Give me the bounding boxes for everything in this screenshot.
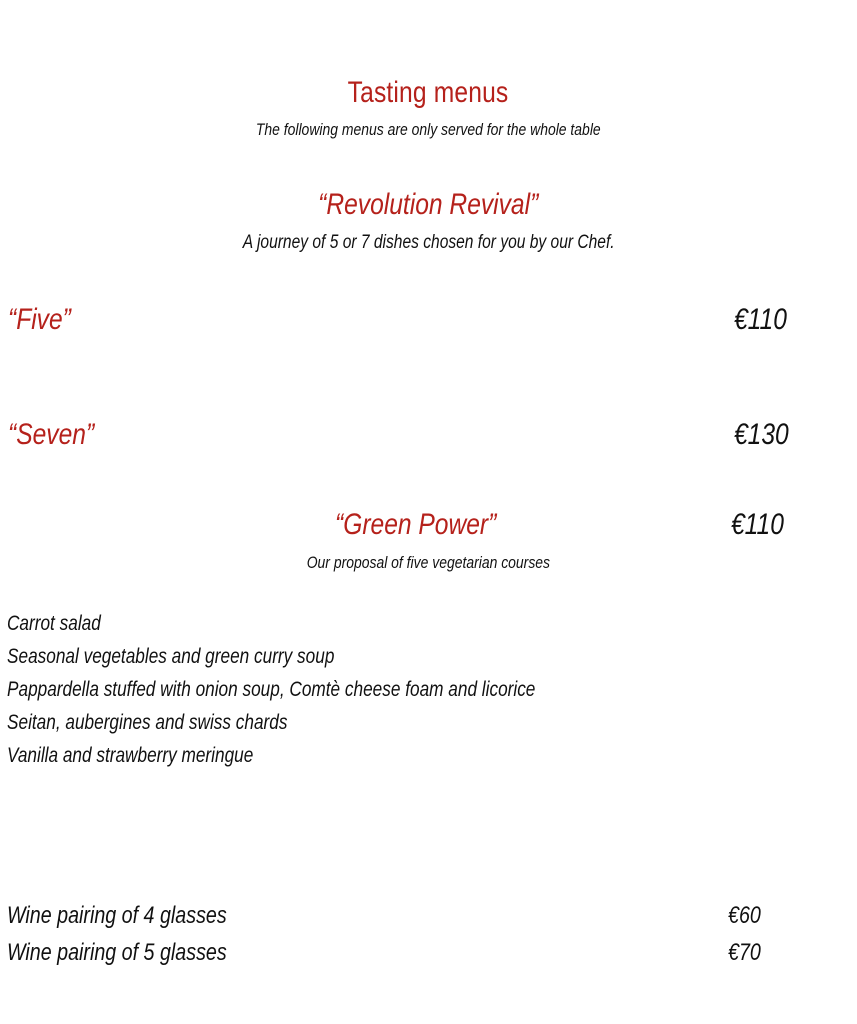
course-item-text: Carrot salad bbox=[7, 612, 101, 635]
option-seven-price-text: €130 bbox=[734, 418, 789, 451]
wine-pairing-5-label-text: Wine pairing of 5 glasses bbox=[7, 939, 227, 966]
option-five-name bbox=[8, 303, 85, 337]
course-item bbox=[7, 678, 651, 711]
green-power-description bbox=[0, 553, 857, 573]
green-power-price bbox=[731, 508, 796, 542]
page-title-text: Tasting menus bbox=[348, 76, 509, 109]
course-item bbox=[7, 744, 651, 777]
wine-pairing-5-price-text: €70 bbox=[728, 939, 761, 966]
revolution-revival-description-text: A journey of 5 or 7 dishes chosen for you by our Chef. bbox=[242, 232, 615, 253]
option-five-name-text: “Five” bbox=[8, 303, 71, 336]
green-power-title-text: “Green Power” bbox=[334, 508, 496, 541]
page-title bbox=[0, 76, 857, 110]
wine-pairing-5-price bbox=[728, 939, 768, 967]
revolution-revival-title bbox=[0, 188, 857, 222]
green-power-price-text: €110 bbox=[731, 508, 784, 541]
option-seven-price bbox=[734, 418, 801, 452]
course-item-text: Seitan, aubergines and swiss chards bbox=[7, 711, 288, 734]
option-five-price bbox=[734, 303, 799, 337]
wine-pairing-4-label bbox=[7, 902, 275, 930]
revolution-revival-title-text: “Revolution Revival” bbox=[318, 188, 539, 221]
course-item-text: Seasonal vegetables and green curry soup bbox=[7, 645, 335, 668]
revolution-revival-description bbox=[0, 232, 857, 254]
course-item bbox=[7, 645, 651, 678]
wine-pairing-4-price bbox=[728, 902, 768, 930]
course-item-text: Pappardella stuffed with onion soup, Comtè cheese foam and licorice bbox=[7, 678, 536, 701]
wine-pairing-4-price-text: €60 bbox=[728, 902, 761, 929]
course-item bbox=[7, 612, 651, 645]
option-seven-name-text: “Seven” bbox=[8, 418, 95, 451]
course-item bbox=[7, 711, 651, 744]
option-seven-name bbox=[8, 418, 113, 452]
green-power-description-text: Our proposal of five vegetarian courses bbox=[306, 553, 551, 572]
wine-pairing-5-label bbox=[7, 939, 275, 967]
course-item-text: Vanilla and strawberry meringue bbox=[7, 744, 254, 767]
page-subtitle-text: The following menus are only served for the whole table bbox=[256, 120, 601, 139]
wine-pairing-4-label-text: Wine pairing of 4 glasses bbox=[7, 902, 227, 929]
green-power-course-list bbox=[7, 612, 651, 777]
page-subtitle bbox=[0, 120, 857, 140]
option-five-price-text: €110 bbox=[734, 303, 787, 336]
green-power-title bbox=[0, 508, 857, 542]
